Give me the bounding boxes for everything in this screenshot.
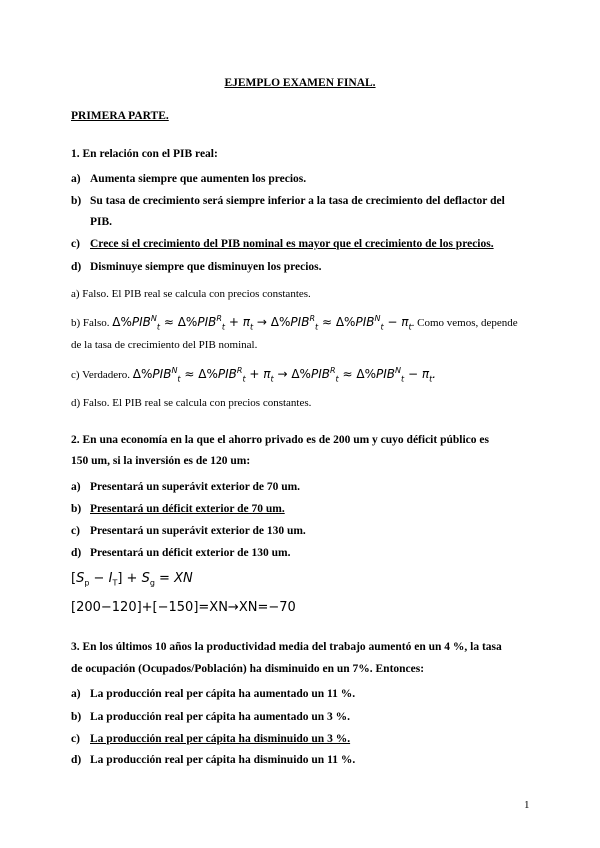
q3-question-line2: de ocupación (Ocupados/Población) ha disminuido en un 7%. Entonces: [71,663,425,675]
q2-question-line1: 2. En una economía en la que el ahorro privado es de 200 um y cuyo déficit público es [71,434,489,446]
q3-option-a-text: La producción real per cápita ha aumentado un 11 %. [90,688,356,700]
q3-option-d-label: d) [71,754,82,766]
q2-option-d [71,547,290,559]
q2-option-d-text: Presentará un déficit exterior de 130 um. [90,547,291,559]
q1-option-c-label: c) [71,238,80,250]
q3-option-c-text: La producción real per cápita ha disminuido un 3 %. [90,733,351,745]
q1-option-b-label: b) [71,195,82,207]
q2-equation-2: [200−120]+[−150]=XN→XN=−70 [71,600,296,615]
q1-option-c [71,238,494,250]
q1-answer-b-prefix: b) Falso. [71,317,110,329]
q2-question-line2: 150 um, si la inversión es de 120 um: [71,455,251,467]
q1-option-d-label: d) [71,261,82,273]
q1-question: 1. En relación con el PIB real: [71,148,218,160]
section-heading: PRIMERA PARTE. [71,110,169,122]
q2-option-d-label: d) [71,547,82,559]
q2-option-b [71,503,285,515]
q1-answer-c-prefix: c) Verdadero. [71,369,131,381]
q2-option-c [71,525,306,537]
q3-option-a [71,688,355,700]
q1-option-c-text: Crece si el crecimiento del PIB nominal es mayor que el crecimiento de los precios. [90,238,494,250]
q3-option-d-text: La producción real per cápita ha disminuido un 11 %. [90,754,356,766]
q3-option-c [71,733,350,745]
q3-option-b-text: La producción real per cápita ha aumentado un 3 %. [90,711,351,723]
q3-option-b [71,711,350,723]
page-number: 1 [524,799,530,811]
q1-answer-b-suffix: . Como vemos, depende [411,317,518,329]
q3-option-c-label: c) [71,733,80,745]
q1-option-b-text: Su tasa de crecimiento será siempre inferior a la tasa de crecimiento del deflactor del [90,195,505,207]
q2-option-a-text: Presentará un superávit exterior de 70 um. [90,481,301,493]
q3-option-d [71,754,355,766]
q2-equation-1: $[S_p - I_T] + S_g$ = XN [71,571,193,588]
q2-option-c-label: c) [71,525,80,537]
q1-option-a-label: a) [71,173,81,185]
q1-answer-d: d) Falso. El PIB real se calcula con precios constantes. [71,397,312,409]
q1-answer-b-line2: de la tasa de crecimiento del PIB nominal. [71,339,258,351]
q1-answer-b [71,314,518,332]
q2-option-a [71,481,300,493]
q3-option-b-label: b) [71,711,82,723]
q1-option-a [71,173,306,185]
q3-option-a-label: a) [71,688,81,700]
exam-title: EJEMPLO EXAMEN FINAL. [224,77,376,89]
q1-option-d [71,261,322,273]
q2-option-c-text: Presentará un superávit exterior de 130 um. [90,525,306,537]
q1-answer-b-formula: $\Delta\%PIB^N_t \approx \Delta\%PIB^R_t + \pi_t \to \Delta\%PIB^R_t \approx \Delta\%PIB^N_t - \pi_t$ [112,314,412,332]
q1-option-d-text: Disminuye siempre que disminuyen los precios. [90,261,322,273]
q2-option-b-label: b) [71,503,82,515]
q1-answer-c-formula: $\Delta\%PIB^N_t \approx \Delta\%PIB^R_t + \pi_t \to \Delta\%PIB^R_t \approx \Delta\%PIB^N_t - \pi_t$. [132,366,437,384]
q1-answer-a: a) Falso. El PIB real se calcula con precios constantes. [71,288,311,300]
q1-option-b-continuation: PIB. [90,216,113,228]
q1-answer-c [71,366,437,384]
q2-option-b-text: Presentará un déficit exterior de 70 um. [90,503,285,515]
q2-option-a-label: a) [71,481,81,493]
q1-option-b [71,195,505,207]
q1-option-a-text: Aumenta siempre que aumenten los precios. [90,173,307,185]
q3-question-line1: 3. En los últimos 10 años la productividad media del trabajo aumentó en un 4 %, la tasa [71,641,502,653]
